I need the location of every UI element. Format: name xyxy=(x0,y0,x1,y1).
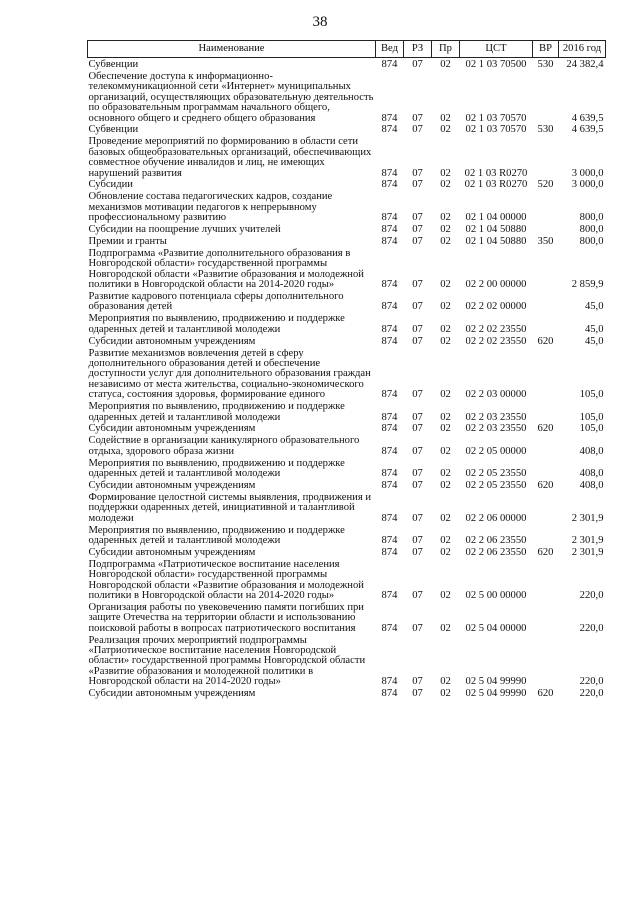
row-rz: 07 xyxy=(412,479,423,491)
row-vr xyxy=(533,602,559,635)
row-rz: 07 xyxy=(412,124,423,136)
row-name: Проведение мероприятий по формированию в области сети базовых общеобразовательных организаций, обеспечивающих совместное обучение инвалидов и лиц, не имеющих нарушений развития xyxy=(88,136,372,179)
row-name: Субсидии xyxy=(88,179,133,191)
table-row xyxy=(88,559,606,602)
row-name: Организация работы по увековечению памяти погибших при защите Отечества на территории области и использованию поисковой работы в вопросах патриотического воспитания xyxy=(88,601,364,634)
row-amount: 800,0 xyxy=(579,212,604,224)
row-amount: 105,0 xyxy=(579,389,604,401)
row-rz: 07 xyxy=(412,676,423,688)
row-rz: 07 xyxy=(412,546,423,558)
row-cst: 02 2 02 23550 xyxy=(465,335,527,347)
row-cst: 02 2 00 00000 xyxy=(465,279,527,291)
row-vr xyxy=(533,225,559,237)
row-amount: 105,0 xyxy=(579,423,604,435)
row-ved: 874 xyxy=(381,112,398,124)
row-ved: 874 xyxy=(381,676,398,688)
row-cst: 02 1 03 R0270 xyxy=(464,167,528,179)
row-amount: 2 301,9 xyxy=(571,534,604,546)
row-cst: 02 1 04 50880 xyxy=(465,224,527,236)
row-pr: 02 xyxy=(440,445,451,457)
row-vr xyxy=(533,292,559,314)
row-vr: 520 xyxy=(537,179,554,191)
row-pr: 02 xyxy=(440,423,451,435)
row-pr: 02 xyxy=(440,323,451,335)
row-name: Субсидии автономным учреждениям xyxy=(88,688,256,700)
row-name: Мероприятия по выявлению, продвижению и поддержке одаренных детей и талантливой молодежи xyxy=(88,401,345,423)
row-ved: 874 xyxy=(381,167,398,179)
row-vr xyxy=(533,635,559,689)
row-name: Мероприятия по выявлению, продвижению и поддержке одаренных детей и талантливой молодежи xyxy=(88,524,345,546)
row-rz: 07 xyxy=(412,423,423,435)
row-ved: 874 xyxy=(381,512,398,524)
row-amount: 220,0 xyxy=(579,676,604,688)
row-ved: 874 xyxy=(381,179,398,191)
row-rz: 07 xyxy=(412,534,423,546)
table-row xyxy=(88,137,606,180)
row-rz: 07 xyxy=(412,468,423,480)
table-row xyxy=(88,58,606,72)
table-body xyxy=(88,58,606,701)
row-cst: 02 2 02 23550 xyxy=(465,323,527,335)
row-pr: 02 xyxy=(440,411,451,423)
row-cst: 02 1 04 50880 xyxy=(465,236,527,247)
row-rz: 07 xyxy=(412,167,423,179)
col-header-cst: ЦСТ xyxy=(460,41,533,58)
row-amount: 24 382,4 xyxy=(566,59,604,70)
col-header-rz: РЗ xyxy=(404,41,432,58)
row-vr: 530 xyxy=(537,124,554,136)
row-vr: 620 xyxy=(537,688,554,700)
row-name: Формирование целостной системы выявления, продвижения и поддержки одаренных детей, инициативной и талантливой молодежи xyxy=(88,491,372,524)
row-vr xyxy=(533,436,559,458)
row-pr: 02 xyxy=(440,279,451,291)
row-name: Субсидии автономным учреждениям xyxy=(88,335,256,347)
row-vr: 620 xyxy=(537,546,554,558)
col-header-ved: Вед xyxy=(376,41,404,58)
header-row xyxy=(88,41,606,58)
col-header-pr: Пр xyxy=(432,41,460,58)
row-cst: 02 2 02 00000 xyxy=(465,301,527,313)
row-cst: 02 2 05 23550 xyxy=(465,479,527,491)
row-ved: 874 xyxy=(381,236,398,247)
row-name: Подпрограмма «Развитие дополнительного образования в Новгородской области» государственной программы Новгородской области «Развитие образования и молодежной политики в Новгородской области на 2014-2020 годы» xyxy=(88,247,364,291)
row-rz: 07 xyxy=(412,236,423,247)
table-row xyxy=(88,689,606,701)
table-row xyxy=(88,635,606,689)
row-pr: 02 xyxy=(440,124,451,136)
row-rz: 07 xyxy=(412,590,423,601)
row-name: Подпрограмма «Патриотическое воспитание населения Новгородской области» государственной программы Новгородской области «Развитие образования и молодежной политики в Новгородской области на 2014-2020 годы» xyxy=(88,558,364,601)
row-pr: 02 xyxy=(440,167,451,179)
col-header-year: 2016 год xyxy=(559,41,606,58)
row-name: Развитие механизмов вовлечения детей в сферу дополнительного образования детей и обеспечение доступности услуг для дополнительного образования граждан независимо от места жительства, социально-экономического статуса, состояния здоровья, формирование единого xyxy=(88,347,371,401)
row-rz: 07 xyxy=(412,688,423,700)
table-row xyxy=(88,402,606,424)
row-amount: 2 301,9 xyxy=(571,546,604,558)
row-ved: 874 xyxy=(381,301,398,313)
row-amount: 408,0 xyxy=(579,468,604,480)
row-amount: 220,0 xyxy=(579,622,604,634)
row-pr: 02 xyxy=(440,112,451,124)
row-cst: 02 2 06 00000 xyxy=(465,512,527,524)
row-ved: 874 xyxy=(381,323,398,335)
row-rz: 07 xyxy=(412,212,423,224)
row-rz: 07 xyxy=(412,323,423,335)
table-row xyxy=(88,348,606,402)
row-pr: 02 xyxy=(440,676,451,688)
row-ved: 874 xyxy=(381,224,398,236)
row-pr: 02 xyxy=(440,212,451,224)
table-row xyxy=(88,525,606,547)
row-pr: 02 xyxy=(440,479,451,491)
row-rz: 07 xyxy=(412,411,423,423)
row-pr: 02 xyxy=(440,512,451,524)
row-ved: 874 xyxy=(381,124,398,136)
row-amount: 2 301,9 xyxy=(571,512,604,524)
table-row xyxy=(88,336,606,348)
row-vr xyxy=(533,71,559,125)
page-number: 38 xyxy=(312,14,328,30)
row-cst: 02 2 05 23550 xyxy=(465,468,527,480)
row-pr: 02 xyxy=(440,335,451,347)
row-cst: 02 2 05 00000 xyxy=(465,445,527,457)
row-rz: 07 xyxy=(412,445,423,457)
row-name: Содействие в организации каникулярного образовательного отдыха, здорового образа жизни xyxy=(88,435,360,457)
row-cst: 02 1 03 R0270 xyxy=(464,179,528,191)
row-vr xyxy=(533,492,559,525)
row-pr: 02 xyxy=(440,546,451,558)
row-vr: 350 xyxy=(537,236,554,247)
row-rz: 07 xyxy=(412,622,423,634)
row-name: Субсидии на поощрение лучших учителей xyxy=(88,224,281,236)
row-name: Реализация прочих мероприятий подпрограммы «Патриотическое воспитание населения Новгородской области» государственной программы Новгородской области «Развитие образования и молодежной политики в Новгородской области на 2014-2020 годы» xyxy=(88,634,366,688)
row-vr xyxy=(533,348,559,402)
row-cst: 02 2 03 00000 xyxy=(465,389,527,401)
row-cst: 02 1 03 70570 xyxy=(465,124,527,136)
table-row xyxy=(88,71,606,125)
col-header-vr: ВР xyxy=(533,41,559,58)
row-amount: 3 000,0 xyxy=(571,179,604,191)
row-rz: 07 xyxy=(412,279,423,291)
row-amount: 105,0 xyxy=(579,411,604,423)
row-name: Субсидии автономным учреждениям xyxy=(88,479,256,491)
row-ved: 874 xyxy=(381,335,398,347)
row-cst: 02 5 04 00000 xyxy=(465,622,527,634)
table-row xyxy=(88,248,606,291)
table-row xyxy=(88,492,606,525)
row-name: Премии и гранты xyxy=(88,236,167,247)
row-name: Субсидии автономным учреждениям xyxy=(88,546,256,558)
row-vr xyxy=(533,402,559,424)
row-rz: 07 xyxy=(412,59,423,70)
row-pr: 02 xyxy=(440,622,451,634)
row-ved: 874 xyxy=(381,468,398,480)
row-name: Развитие кадрового потенциала сферы дополнительного образования детей xyxy=(88,291,344,313)
row-rz: 07 xyxy=(412,112,423,124)
table-row xyxy=(88,602,606,635)
row-vr xyxy=(533,559,559,602)
row-name: Обновление состава педагогических кадров, создание механизмов мотивации педагогов к непрерывному профессиональному развитию xyxy=(88,191,333,224)
table-row xyxy=(88,292,606,314)
table-row xyxy=(88,237,606,249)
row-pr: 02 xyxy=(440,590,451,601)
table-row xyxy=(88,192,606,225)
row-ved: 874 xyxy=(381,279,398,291)
row-amount: 4 639,5 xyxy=(571,124,604,136)
row-cst: 02 1 04 00000 xyxy=(465,212,527,224)
row-amount: 4 639,5 xyxy=(571,112,604,124)
col-header-name: Наименование xyxy=(88,41,376,58)
budget-table xyxy=(87,40,606,701)
row-cst: 02 1 03 70570 xyxy=(465,112,527,124)
row-pr: 02 xyxy=(440,301,451,313)
row-name: Обеспечение доступа к информационно-телекоммуникационной сети «Интернет» муниципальных организаций, осуществляющих образовательную деятельность по образовательным программам начального общего, основного общего и среднего общего образования xyxy=(88,70,374,124)
row-ved: 874 xyxy=(381,688,398,700)
row-pr: 02 xyxy=(440,224,451,236)
table-row xyxy=(88,225,606,237)
row-pr: 02 xyxy=(440,468,451,480)
table-row xyxy=(88,180,606,192)
row-ved: 874 xyxy=(381,479,398,491)
table-row xyxy=(88,436,606,458)
row-ved: 874 xyxy=(381,546,398,558)
row-pr: 02 xyxy=(440,179,451,191)
row-ved: 874 xyxy=(381,445,398,457)
row-pr: 02 xyxy=(440,236,451,247)
table-row xyxy=(88,424,606,436)
row-vr: 620 xyxy=(537,423,554,435)
row-amount: 220,0 xyxy=(579,590,604,601)
table-row xyxy=(88,480,606,492)
row-name: Субвенции xyxy=(88,124,139,136)
row-cst: 02 2 03 23550 xyxy=(465,423,527,435)
row-amount: 408,0 xyxy=(579,479,604,491)
row-ved: 874 xyxy=(381,622,398,634)
row-amount: 800,0 xyxy=(579,236,604,247)
row-cst: 02 1 03 70500 xyxy=(465,59,527,70)
row-vr: 620 xyxy=(537,335,554,347)
row-vr xyxy=(533,525,559,547)
row-name: Субсидии автономным учреждениям xyxy=(88,423,256,435)
row-amount: 220,0 xyxy=(579,688,604,700)
row-name: Мероприятия по выявлению, продвижению и поддержке одаренных детей и талантливой молодежи xyxy=(88,457,345,480)
row-vr: 530 xyxy=(537,59,554,70)
row-pr: 02 xyxy=(440,534,451,546)
table-row xyxy=(88,125,606,137)
row-vr xyxy=(533,314,559,336)
row-amount: 45,0 xyxy=(584,335,604,347)
row-ved: 874 xyxy=(381,590,398,601)
row-pr: 02 xyxy=(440,688,451,700)
row-amount: 3 000,0 xyxy=(571,167,604,179)
row-amount: 2 859,9 xyxy=(571,279,604,291)
row-rz: 07 xyxy=(412,389,423,401)
row-ved: 874 xyxy=(381,59,398,70)
row-vr xyxy=(533,137,559,180)
row-cst: 02 5 04 99990 xyxy=(465,688,527,700)
row-vr xyxy=(533,458,559,480)
row-ved: 874 xyxy=(381,423,398,435)
row-ved: 874 xyxy=(381,534,398,546)
row-pr: 02 xyxy=(440,59,451,70)
row-cst: 02 5 04 99990 xyxy=(465,676,527,688)
row-rz: 07 xyxy=(412,179,423,191)
row-rz: 07 xyxy=(412,301,423,313)
row-vr xyxy=(533,192,559,225)
row-name: Субвенции xyxy=(88,59,139,70)
row-amount: 45,0 xyxy=(584,301,604,313)
row-amount: 800,0 xyxy=(579,224,604,236)
row-amount: 45,0 xyxy=(584,323,604,335)
row-vr: 620 xyxy=(537,479,554,491)
table-row xyxy=(88,458,606,480)
row-amount: 408,0 xyxy=(579,445,604,457)
row-cst: 02 2 06 23550 xyxy=(465,534,527,546)
table-row xyxy=(88,547,606,559)
row-rz: 07 xyxy=(412,512,423,524)
row-rz: 07 xyxy=(412,335,423,347)
row-ved: 874 xyxy=(381,411,398,423)
row-name: Мероприятия по выявлению, продвижению и поддержке одаренных детей и талантливой молодежи xyxy=(88,313,345,335)
row-cst: 02 2 03 23550 xyxy=(465,411,527,423)
row-rz: 07 xyxy=(412,224,423,236)
table-row xyxy=(88,314,606,336)
row-cst: 02 5 00 00000 xyxy=(465,590,527,601)
table-header xyxy=(88,41,606,58)
row-ved: 874 xyxy=(381,212,398,224)
row-vr xyxy=(533,248,559,291)
row-pr: 02 xyxy=(440,389,451,401)
row-ved: 874 xyxy=(381,389,398,401)
row-cst: 02 2 06 23550 xyxy=(465,546,527,558)
